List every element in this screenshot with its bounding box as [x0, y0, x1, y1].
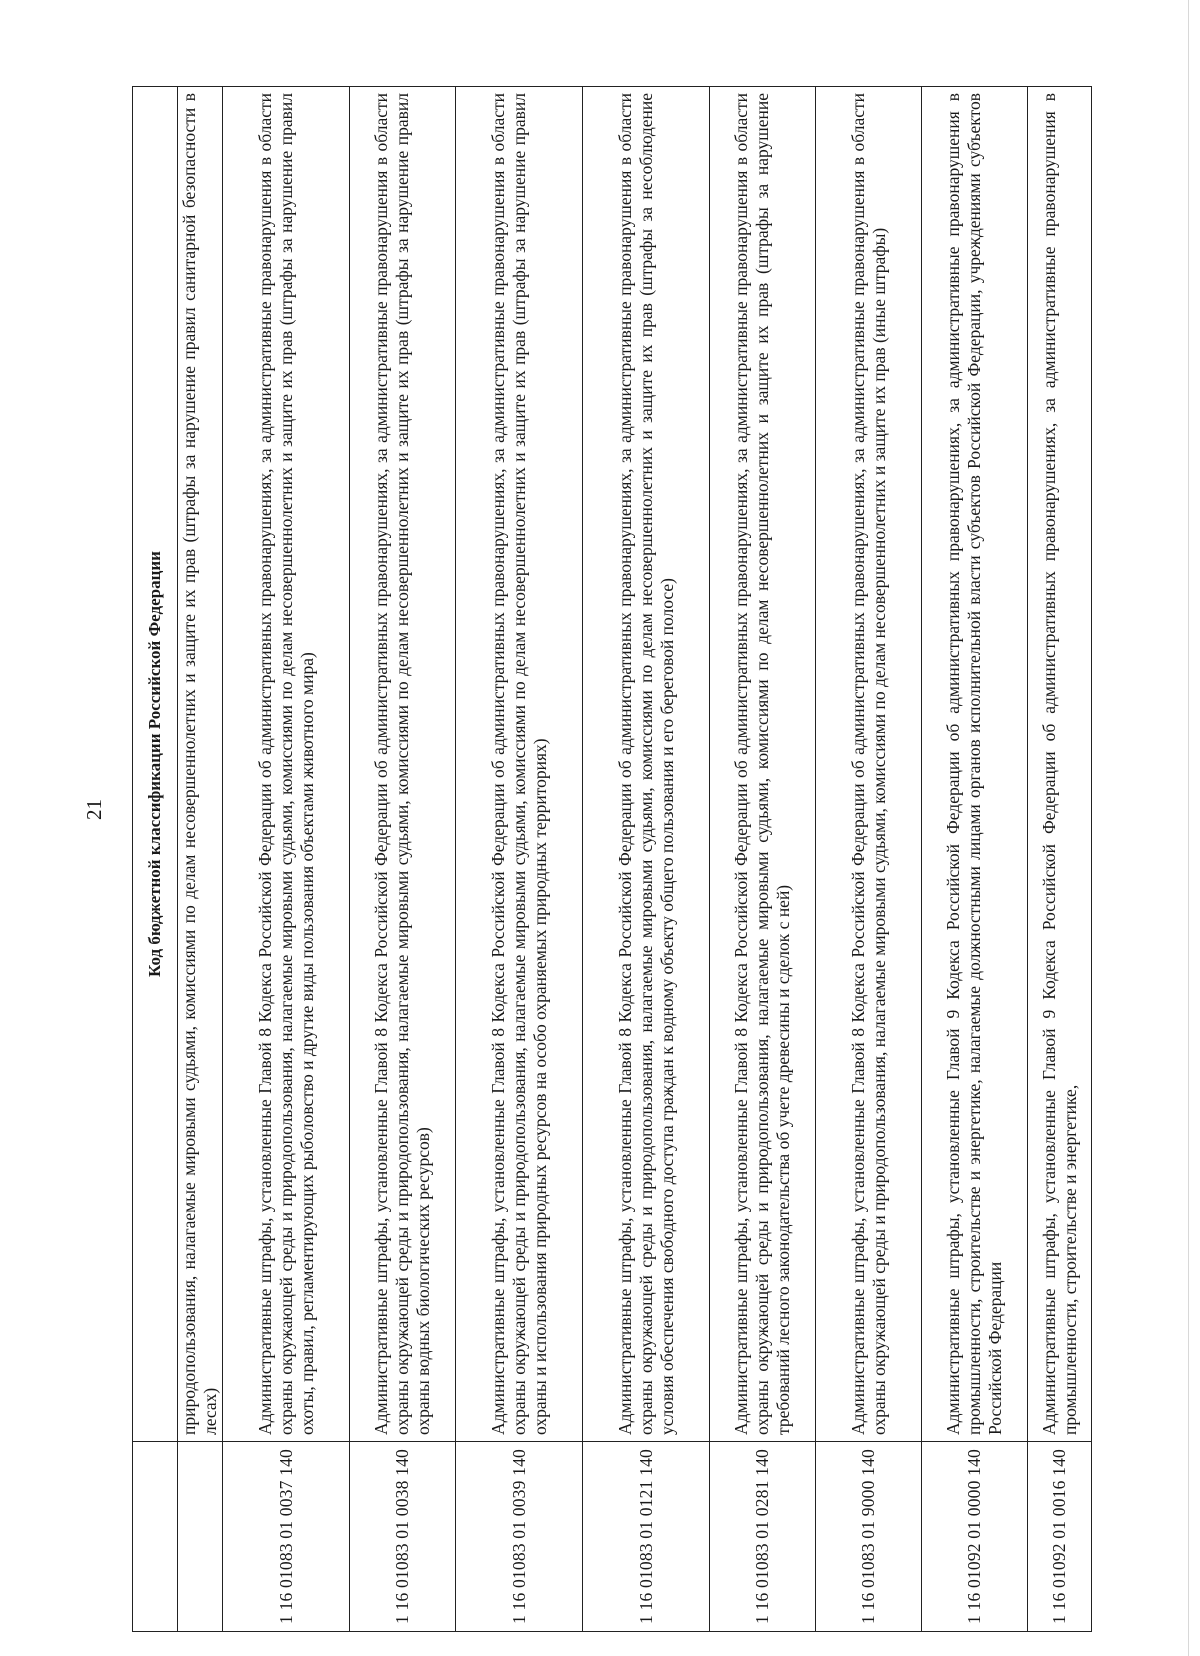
row-description: Административные штрафы, установленные Главой 9 Кодекса Российской Федерации об административных правонарушениях, за административные правонарушения в промышленности, строительстве и энергетике, налагаемые должностными лицами органов исполнительной власти субъектов Российской Федерации, учреждениями субъектов Российской Федерации [922, 87, 1028, 1442]
row-description: Административные штрафы, установленные Главой 8 Кодекса Российской Федерации об административных правонарушениях, за административные правонарушения в области охраны окружающей среды и природопользования, налагаемые мировыми судьями, комиссиями по делам несовершеннолетних и защите их прав (штрафы за несоблюдение условия обеспечения свободного доступа граждан к водному объекту общего пользования и его береговой полосе) [583, 87, 710, 1442]
row-description: природопользования, налагаемые мировыми судьями, комиссиями по делам несовершеннолетних и защите их прав (штрафы за нарушение правил санитарной безопасности в лесах) [178, 87, 223, 1442]
table-row [178, 87, 223, 1632]
row-description: Административные штрафы, установленные Главой 8 Кодекса Российской Федерации об административных правонарушениях, за административные правонарушения в области охраны окружающей среды и природопользования, налагаемые мировыми судьями, комиссиями по делам несовершеннолетних и защите их прав (штрафы за нарушение требований лесного законодательства об учете древесины и сделок с ней) [710, 87, 816, 1442]
budget-code: 1 16 01083 01 0038 140 [350, 1442, 456, 1632]
page-number: 21 [82, 799, 106, 820]
rotated-table-container [132, 87, 1146, 1632]
budget-code: 1 16 01083 01 0281 140 [710, 1442, 816, 1632]
budget-code: 1 16 01083 01 9000 140 [816, 1442, 922, 1632]
row-description: Административные штрафы, установленные Главой 8 Кодекса Российской Федерации об административных правонарушениях, за административные правонарушения в области охраны окружающей среды и природопользования, налагаемые мировыми судьями, комиссиями по делам несовершеннолетних и защите их прав (штрафы за нарушение правил охраны и использования природных ресурсов на особо охраняемых природных территориях) [456, 87, 583, 1442]
table-row [710, 87, 816, 1632]
table-row [350, 87, 456, 1632]
budget-code: 1 16 01083 01 0039 140 [456, 1442, 583, 1632]
row-description: Административные штрафы, установленные Главой 8 Кодекса Российской Федерации об административных правонарушениях, за административные правонарушения в области охраны окружающей среды и природопользования, налагаемые мировыми судьями, комиссиями по делам несовершеннолетних и защите их прав (штрафы за нарушение правил охраны водных биологических ресурсов) [350, 87, 456, 1442]
table-row [456, 87, 583, 1632]
budget-code: 1 16 01083 01 0121 140 [583, 1442, 710, 1632]
scan-edge-line [1188, 0, 1189, 1656]
budget-code [178, 1442, 223, 1632]
table-row [1028, 87, 1092, 1632]
table-header-row [133, 87, 178, 1632]
row-description: Административные штрафы, установленные Главой 8 Кодекса Российской Федерации об административных правонарушениях, за административные правонарушения в области охраны окружающей среды и природопользования, налагаемые мировыми судьями, комиссиями по делам несовершеннолетних и защите их прав (штрафы за нарушение правил охоты, правил, регламентирующих рыболовство и другие виды пользования объектами животного мира) [223, 87, 350, 1442]
budget-classification-table [132, 86, 1092, 1632]
table-row [922, 87, 1028, 1632]
table-row [583, 87, 710, 1632]
row-description: Административные штрафы, установленные Главой 8 Кодекса Российской Федерации об административных правонарушениях, за административные правонарушения в области охраны окружающей среды и природопользования, налагаемые мировыми судьями, комиссиями по делам несовершеннолетних и защите их прав (иные штрафы) [816, 87, 922, 1442]
header-code-column [133, 1442, 178, 1632]
budget-code: 1 16 01092 01 0000 140 [922, 1442, 1028, 1632]
header-title: Код бюджетной классификации Российской Федерации [133, 87, 178, 1442]
table-row [816, 87, 922, 1632]
table-row [223, 87, 350, 1632]
budget-code: 1 16 01092 01 0016 140 [1028, 1442, 1092, 1632]
row-description: Административные штрафы, установленные Главой 9 Кодекса Российской Федерации об административных правонарушениях, за административные правонарушения в промышленности, строительстве и энергетике, [1028, 87, 1092, 1442]
budget-code: 1 16 01083 01 0037 140 [223, 1442, 350, 1632]
